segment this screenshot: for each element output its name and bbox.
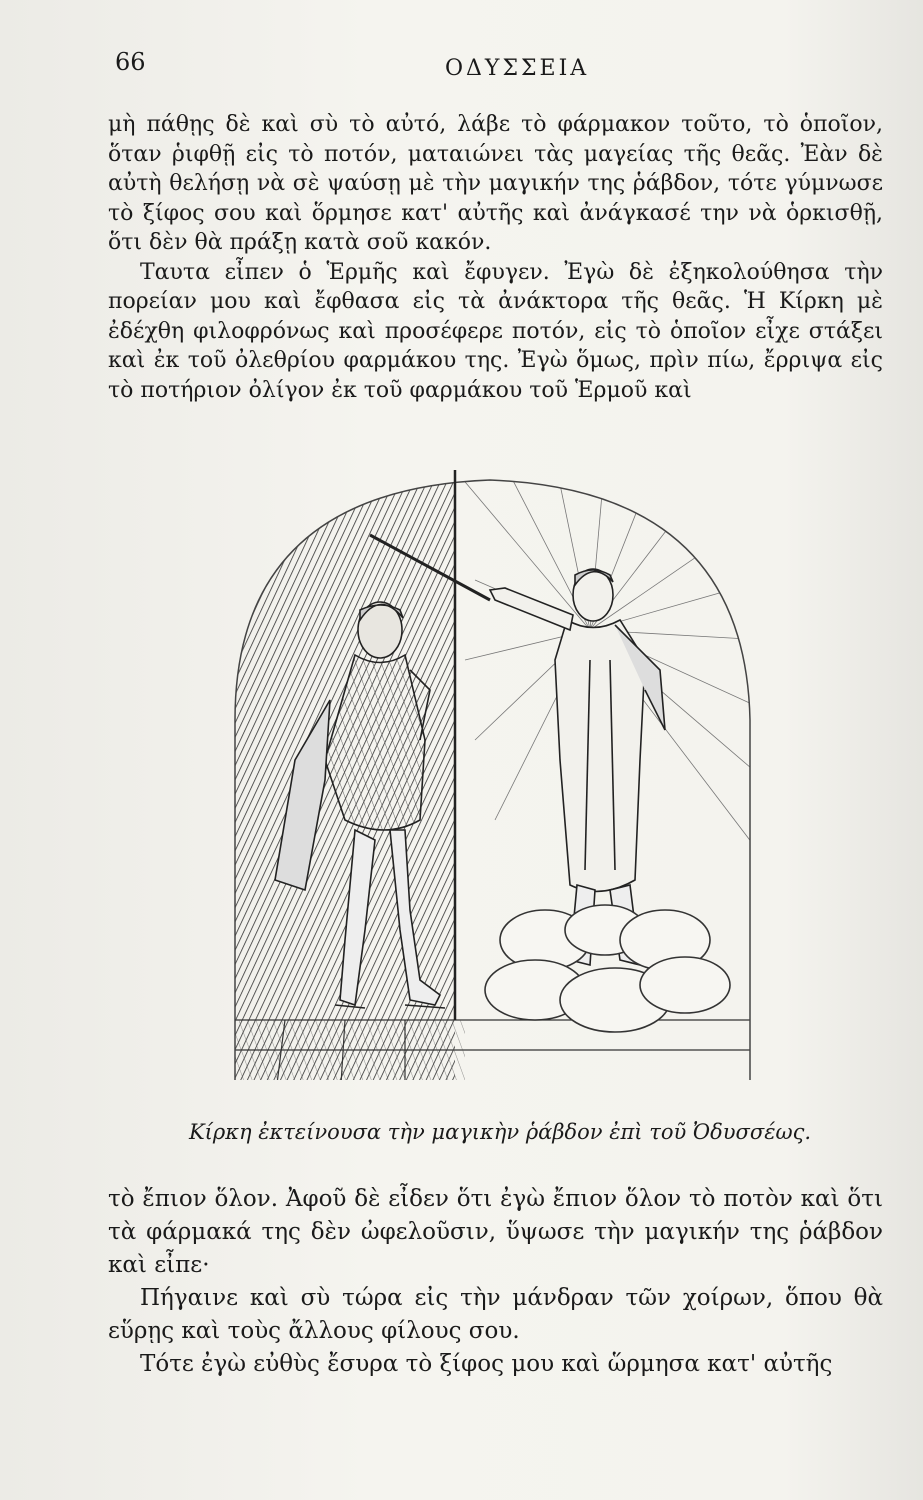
engraving-illustration (205, 460, 775, 1100)
paragraph: Πήγαινε καὶ σὺ τώρα εἰς τὴν μάνδραν τῶν χοίρων, ὅπου θὰ εὕρῃς καὶ τοὺς ἄλλους φίλους σου. (108, 1285, 883, 1344)
paragraph: Τότε ἐγὼ εὐθὺς ἔσυρα τὸ ξίφος μου καὶ ὥρμησα κατ' αὐτῆς (140, 1351, 833, 1377)
cloud (485, 905, 730, 1032)
bottom-text-block (108, 1183, 883, 1381)
running-title: ΟΔΥΣΣΕΙΑ (445, 56, 590, 81)
paragraph: μὴ πάθῃς δὲ καὶ σὺ τὸ αὐτό, λάβε τὸ φάρμακον τοῦτο, τὸ ὁποῖον, ὅταν ῥιφθῇ εἰς τὸ ποτόν, ματαιώνει τὰς μαγείας τῆς θεᾶς. Ἐὰν δὲ αὐτὴ θελήσῃ νὰ σὲ ψαύσῃ μὲ τὴν μαγικήν της ῥάβδον, τότε γύμνωσε τὸ ξίφος σου καὶ ὅρμησε κατ' αὐτῆς καὶ ἀνάγκασέ την νὰ ὁρκισθῇ, ὅτι δὲν θὰ πράξῃ κατὰ σοῦ κακόν. (108, 112, 883, 255)
illustration-caption: Κίρκη ἐκτείνουσα τὴν μαγικὴν ῥάβδον ἐπὶ τοῦ Ὀδυσσέως. (188, 1120, 812, 1144)
circe-figure (490, 569, 665, 965)
top-text-block (108, 110, 883, 405)
page-number: 66 (115, 48, 146, 76)
page-header (115, 48, 873, 88)
paragraph: Ταυτα εἶπεν ὁ Ἑρμῆς καὶ ἔφυγεν. Ἐγὼ δὲ ἐξηκολούθησα τὴν πορείαν μου καὶ ἔφθασα εἰς τὰ ἀνάκτορα τῆς θεᾶς. Ἡ Κίρκη μὲ ἐδέχθη φιλοφρόνως καὶ προσέφερε ποτόν, εἰς τὸ ὁποῖον εἶχε στάξει καὶ ἐκ τοῦ ὀλεθρίου φαρμάκου της. Ἐγὼ ὅμως, πρὶν πίω, ἔρριψα εἰς τὸ ποτήριον ὀλίγον ἐκ τοῦ φαρμάκου τοῦ Ἑρμοῦ καὶ (108, 259, 883, 403)
paragraph: τὸ ἔπιον ὅλον. Ἀφοῦ δὲ εἶδεν ὅτι ἐγὼ ἔπιον ὅλον τὸ ποτὸν καὶ ὅτι τὰ φάρμακά της δὲν ὠφελοῦσιν, ὕψωσε τὴν μαγικήν της ῥάβδον καὶ εἶπε· (108, 1186, 883, 1278)
